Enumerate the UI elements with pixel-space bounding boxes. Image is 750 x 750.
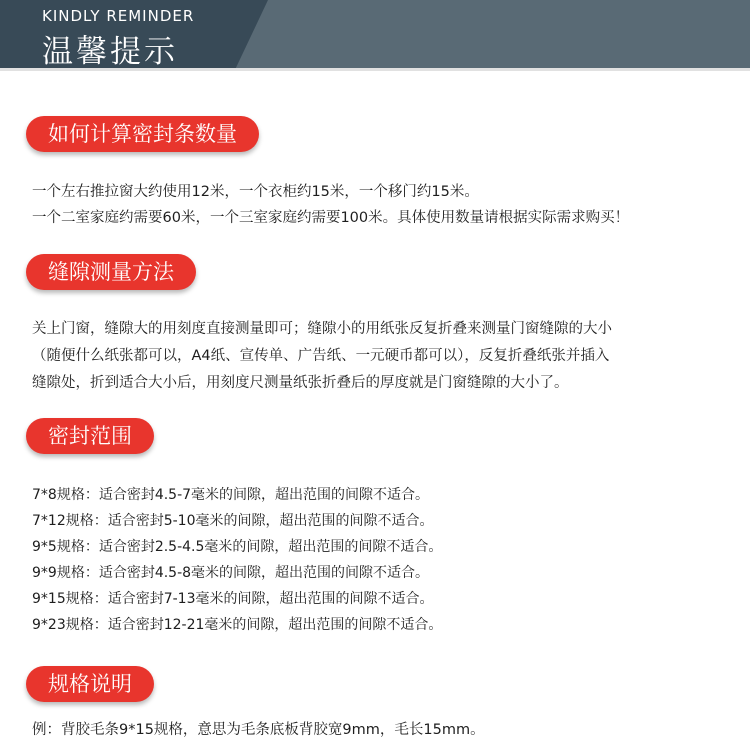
spec-line: 9*23规格：适合密封12-21毫米的间隙，超出范围的间隙不适合。 <box>32 617 443 633</box>
section-heading-calc: 如何计算密封条数量 <box>26 116 259 152</box>
section-heading-range: 密封范围 <box>26 418 154 454</box>
measure-line-1: 关上门窗，缝隙大的用刻度直接测量即可；缝隙小的用纸张反复折叠来测量门窗缝隙的大小 <box>32 321 612 337</box>
spec-line: 7*12规格：适合密封5-10毫米的间隙，超出范围的间隙不适合。 <box>32 513 434 529</box>
spec-line: 9*9规格：适合密封4.5-8毫米的间隙，超出范围的间隙不适合。 <box>32 565 430 581</box>
spec-example-line: 例：背胶毛条9*15规格，意思为毛条底板背胶宽9mm，毛长15mm。 <box>32 722 485 738</box>
spec-line: 7*8规格：适合密封4.5-7毫米的间隙，超出范围的间隙不适合。 <box>32 487 430 503</box>
header-divider <box>0 68 750 71</box>
section-heading-measure: 缝隙测量方法 <box>26 254 196 290</box>
section-heading-spec: 规格说明 <box>26 666 154 702</box>
header-banner <box>0 0 750 68</box>
header-subtitle-en: KINDLY REMINDER <box>42 7 195 25</box>
measure-line-2: （随便什么纸张都可以，A4纸、宣传单、广告纸、一元硬币都可以），反复折叠纸张并插入 <box>32 348 610 364</box>
header-title: 温馨提示 <box>42 34 178 68</box>
measure-line-3: 缝隙处，折到适合大小后，用刻度尺测量纸张折叠后的厚度就是门窗缝隙的大小了。 <box>32 375 569 391</box>
spec-line: 9*15规格：适合密封7-13毫米的间隙，超出范围的间隙不适合。 <box>32 591 434 607</box>
calc-line-1: 一个左右推拉窗大约使用12米，一个衣柜约15米，一个移门约15米。 <box>32 184 479 200</box>
spec-line: 9*5规格：适合密封2.5-4.5毫米的间隙，超出范围的间隙不适合。 <box>32 539 443 555</box>
calc-line-2: 一个二室家庭约需要60米，一个三室家庭约需要100米。具体使用数量请根据实际需求购买！ <box>32 210 630 226</box>
